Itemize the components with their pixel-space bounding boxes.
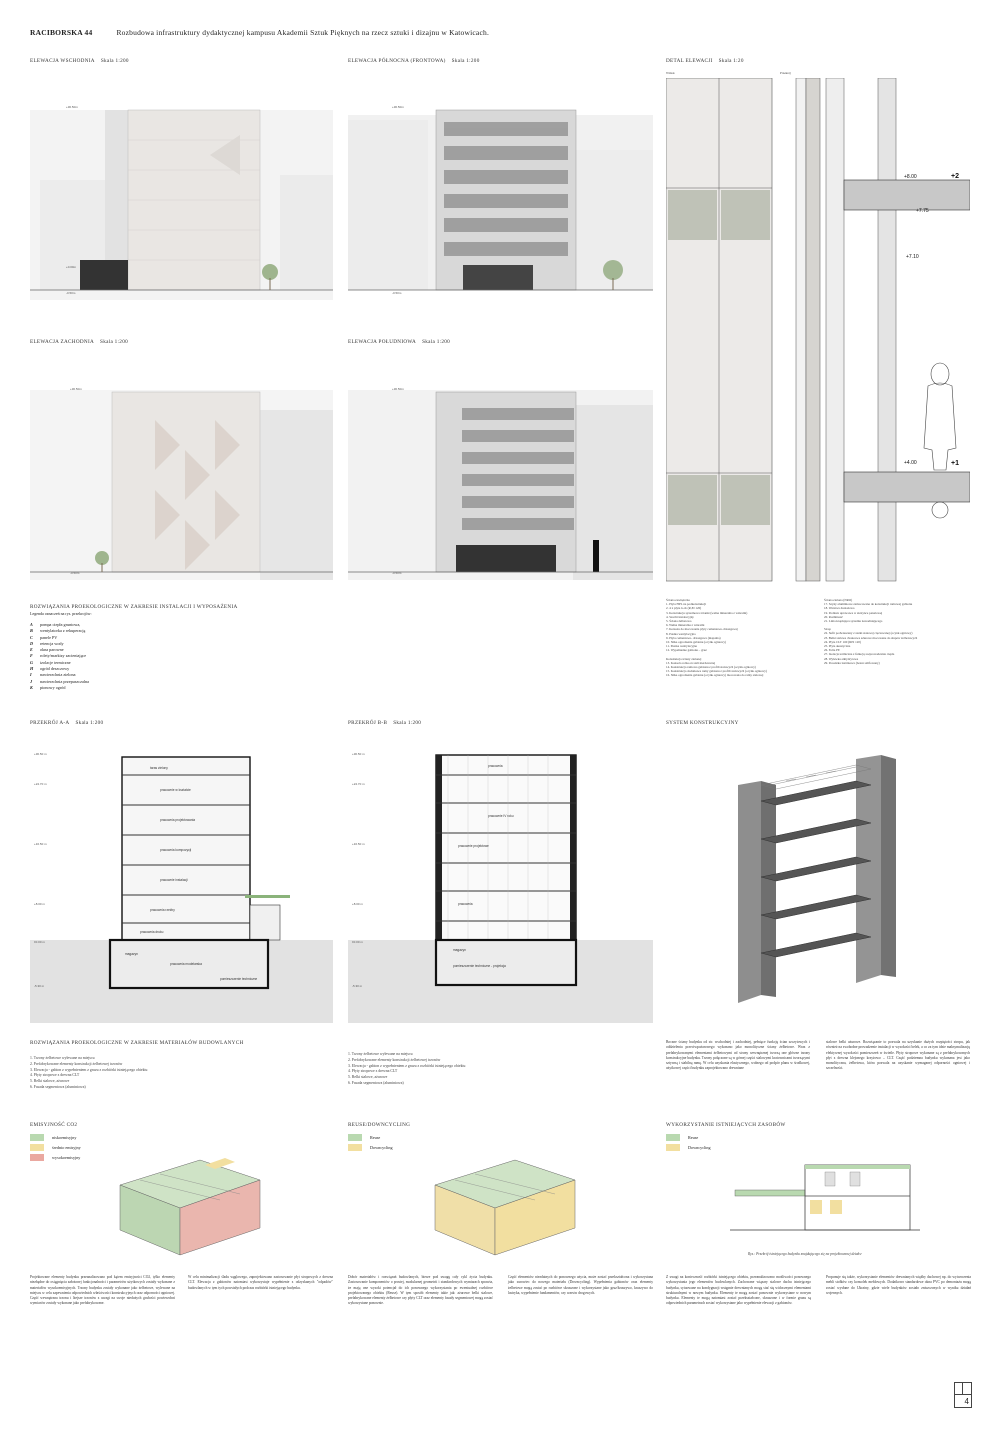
legend-label: Downcycling xyxy=(688,1145,711,1150)
legend-key: G xyxy=(30,659,34,665)
room-label: pracownie instalacji xyxy=(160,878,188,882)
existing-resources-block xyxy=(666,1122,966,1154)
svg-text:+30.50m: +30.50m xyxy=(66,105,78,109)
svg-text:+8.00 m: +8.00 m xyxy=(352,902,363,906)
legend-key: F xyxy=(30,653,33,659)
reuse-title: REUSE/DOWNCYCLING xyxy=(348,1122,411,1128)
north-elevation-label xyxy=(348,58,480,64)
legend-label: Reuse xyxy=(688,1135,699,1140)
note: 14. Konstrukcja ramowa gabionu z profili stalowych (ocynk ogniowy) xyxy=(666,665,756,670)
emission-text-1: Projektowane elementy budynku przeanalizowano pod kątem emisyjności CO2, tylko elementy niezbędne do osiągnięcia założonej funkcjonalności i parametrów użytkowych zostały wykonane z materiałów wysokoemisyjnych. Trzony budynku zostały wykonane jako żelbetowe, wylewane na miejscu w celu zapewnienia odpowiednich właściwości konstrukcyjnych oraz odporności ogniowej. Część wewnętrzna trzonu i lżejsze trzonów z uwagi na swoje niedużych grubości powierzchni wymiarów zostały wykonane jako prefabrykowane. xyxy=(30,1275,175,1306)
section-aa-title: PRZEKRÓJ A-A xyxy=(30,720,70,726)
eco-installation-title: ROZWIĄZANIA PROEKOLOGICZNE W ZAKRESIE INSTALACJI I WYPOSAŻENIA xyxy=(30,604,238,610)
svg-text:+16.50 m: +16.50 m xyxy=(34,842,47,846)
east-elevation-drawing xyxy=(30,80,333,300)
note: 5. Ściana żelbetowa xyxy=(666,619,692,624)
legend-label: wysokoemisyjny xyxy=(52,1155,81,1160)
header-address: RACIBORSKA 44 xyxy=(30,28,93,37)
room-label: taras zielony xyxy=(150,766,168,770)
legend-value: wentylatorka z rekuperacją xyxy=(40,628,86,634)
legend-label: średnio emisyjny xyxy=(52,1145,81,1150)
svg-text:+30.50 m: +30.50 m xyxy=(34,752,47,756)
detail-notes-right xyxy=(824,598,974,665)
svg-text:±0.00 m: ±0.00 m xyxy=(34,940,45,944)
detail-elevation-title: DETAL ELEWACJI xyxy=(666,58,713,64)
legend-value: izolacje termiczne xyxy=(40,659,71,665)
facade-detail-drawing xyxy=(666,78,970,583)
existing-title: WYKORZYSTANIE ISTNIEJĄCYCH ZASOBÓW xyxy=(666,1122,786,1128)
note: 27. Izolacja termiczna z funkcją rozprowadzania ciepła xyxy=(824,652,895,657)
detail-level-mid: +7.75 xyxy=(916,208,929,214)
room-label: pracownia kompozycji xyxy=(160,848,192,852)
detail-section-label: Przekrój xyxy=(780,71,791,75)
room-label: pracownie IV roku xyxy=(488,814,514,818)
svg-text:+24.70 m: +24.70 m xyxy=(34,782,47,786)
room-label: pracownia xyxy=(488,764,503,768)
svg-text:+16.50 m: +16.50 m xyxy=(352,842,365,846)
north-elevation-drawing xyxy=(348,80,653,300)
note: 13. Konsola rolna on stali nierdzewnej xyxy=(666,660,716,665)
note: 8. Pustka wentylacyjna xyxy=(666,631,696,636)
header-title: Rozbudowa infrastruktury dydaktycznej kampusu Akademii Sztuk Pięknych na rzecz sztuki i dizajnu w Katowicach. xyxy=(116,28,490,37)
legend-item xyxy=(666,1144,966,1151)
note: 23. Belki stalowe dwuteowe ażurowe mocowane do słupów żelbetowych xyxy=(824,635,918,640)
note: Konstrukcja ściany zielonej xyxy=(666,656,702,661)
legend-item xyxy=(30,685,330,691)
structural-text-col2: stalowe belki ażurowe. Rozwiązanie to pozwala na uzyskanie dużych rozpiętości stropu, jak również na swobodne prowadzenie instalacji w wysokości belek, a co za tym idzie maksymalizację efektywnej wysokości pomieszczeń w świetle. Płyty stropowe wykonane są z prefabrykowanych płyt z drewna klejonego krzyżowo – CLT. Część podziemna budynku wykonana jest jako monolityczna, żelbetowa, która pozwala na uzyskanie wymaganej odporności ogniowej i szczelności. xyxy=(826,1040,970,1071)
note: 15. Konstrukcja dodatkowe ramy gabionu z profili stalowych (ocynk ogniowy) xyxy=(666,669,767,674)
south-elevation-label xyxy=(348,339,450,345)
note: 26. Folia PE xyxy=(824,648,840,653)
emission-text-2: W celu minimalizacji śladu węglowego, zaprojektowano zastosowanie płyt stropowych z drewna CLT. Elewacja z gabionów natomiast wykorzystuje wypełnienie z odzyskanych "odpadów" budowlanych w tym tych powstałych podczas rozbiórki istniejącego budynku. xyxy=(188,1275,333,1290)
legend-key: D xyxy=(30,640,34,646)
svg-text:+0.00m: +0.00m xyxy=(66,265,77,269)
structural-system-label: SYSTEM KONSTRUKCYJNY xyxy=(666,720,739,726)
eco-installation-legend xyxy=(30,604,330,691)
section-bb-drawing xyxy=(348,745,653,1023)
room-label: pracownia xyxy=(458,902,473,906)
svg-text:+8.00 m: +8.00 m xyxy=(34,902,45,906)
section-aa-label xyxy=(30,720,103,726)
legend-key: K xyxy=(30,684,33,690)
detail-elevation-scale: Skala 1:20 xyxy=(718,58,744,64)
legend-label: niskoemisyjny xyxy=(52,1135,77,1140)
material-item: 6. Fasada segmentowa (aluminiowa) xyxy=(30,1084,86,1089)
note: 12. Wypełnienie gabionu – gruz xyxy=(666,648,707,653)
room-label: pracownie w kształcie xyxy=(160,788,191,792)
note: 7. Konsola do mocowania płyty cementowo-drzazgowej xyxy=(666,627,738,632)
material-item: 2. Prefabrykowane elementy konstrukcji żelbetowej trzonów xyxy=(30,1061,123,1066)
note: 2. 4 x płyta G-K (R,EI 120) xyxy=(666,606,702,611)
detail-view-label: Widok xyxy=(666,71,675,75)
room-label: pracownie projektowe xyxy=(458,844,489,848)
materials-title: ROZWIĄZANIA PROEKOLOGICZNE W ZAKRESIE MATERIAŁÓW BUDOWLANYCH xyxy=(30,1040,244,1046)
page-number: 4 xyxy=(964,1397,969,1406)
legend-key: I xyxy=(30,672,32,678)
structural-axonometric xyxy=(666,745,970,1023)
note: 18. Warstwa drenażowa xyxy=(824,606,855,611)
page-number-box xyxy=(954,1382,972,1408)
west-elevation-label xyxy=(30,339,128,345)
room-label: pracownia modelarska xyxy=(170,962,202,966)
legend-item xyxy=(666,1134,966,1141)
section-bb-scale: Skala 1:200 xyxy=(393,720,422,726)
section-bb-label xyxy=(348,720,421,726)
materials-section xyxy=(30,1040,335,1091)
note: 24. Płyta CLT 160 (REI 120) xyxy=(824,639,862,644)
east-elevation-label xyxy=(30,58,129,64)
svg-text:±0.00 m: ±0.00 m xyxy=(352,940,363,944)
note: 29. Posadzka lastrikowa (beton szlifowany) xyxy=(824,660,880,665)
south-elevation-title: ELEWACJA POŁUDNIOWA xyxy=(348,339,417,345)
east-elevation-scale: Skala 1:200 xyxy=(100,58,129,64)
structural-text-col1: Boczne ściany budynku od str. wschodniej i zachodniej, pełniące funkcję ścian szczytowych i oddzielenia przeciwpożarowego wykonano jako monolityczne ściany żelbetowe. Wraz z prefabrykowanymi elementami żelbetowymi od strony wewnętrznej tworzą one główne trzony konstrukcyjne budynku. Trzony połączone są w górnej części stalowymi kratownicami tworzącymi sztywną i stabilną ramę. W celu uzyskania elastycznego, wolnego od podpór planu w środkowej, użytkowej części budynku zaprojektowano drewniane xyxy=(666,1040,810,1071)
legend-key: J xyxy=(30,678,33,684)
legend-value: pionowy ogród xyxy=(40,684,66,690)
west-elevation-scale: Skala 1:200 xyxy=(100,339,128,345)
material-item: 4. Płyty stropowe z drewna CLT xyxy=(30,1073,80,1078)
material-item: 6. Fasada segmentowa (aluminiowa) xyxy=(348,1080,404,1085)
existing-caption: Rys.: Przekrój istniejącego budynku znajdującego się na projektowanej działce xyxy=(748,1252,862,1256)
room-label: magazyn xyxy=(453,948,466,952)
note: 16. Siłka ogrodzenia gabionu (ocynk ogniowy) mocowana do ramy stalowej xyxy=(666,673,764,678)
emission-title: EMISYJNOŚĆ CO2 xyxy=(30,1122,78,1128)
north-elevation-title: ELEWACJA PÓŁNOCNA (FRONTOWA) xyxy=(348,58,446,64)
detail-badge-top: +2 xyxy=(951,173,959,180)
note: 22. Sufit podwieszany z siatki stalowej cięciowanej (ocynk ogniowy) xyxy=(824,631,913,636)
material-item: 3. Elewacja - gabion z wypełnieniem z gruzu z rozbiórki istniejącego obiektu xyxy=(30,1067,148,1072)
room-label: pracownia druku xyxy=(140,930,164,934)
note: 6. Wełna mineralna z wiórami xyxy=(666,623,705,628)
svg-text:-5.30 m: -5.30 m xyxy=(352,984,363,988)
legend-value: nawierzchnia zielona xyxy=(40,672,76,678)
note: 17. Szyny aluminiowe zamocowane do konstrukcji ramowej gabionu xyxy=(824,602,913,607)
material-item: 3. Elewacja - gabion z wypełnieniem z gruzu z rozbiórki istniejącego obiektu xyxy=(348,1063,466,1068)
eco-installation-subtitle: Legenda oznaczeń na rys. przekrojów: xyxy=(30,611,92,616)
note: Strop xyxy=(824,627,831,632)
note: 19. Podłoże uprawowe w skrzynce panelowej xyxy=(824,610,883,615)
legend-value: nawierzchnia przepuszczalna xyxy=(40,678,89,684)
material-item: 5. Belki stalowe, ażurowe xyxy=(348,1075,388,1080)
room-label: pomieszczenie techniczne xyxy=(220,977,258,981)
detail-elevation-label xyxy=(666,58,744,64)
material-item: 2. Prefabrykowane elementy konstrukcji żelbetowej trzonów xyxy=(348,1057,441,1062)
legend-value: okna parowne xyxy=(40,647,64,653)
room-label: pracownia rzeźby xyxy=(150,908,175,912)
legend-swatch xyxy=(666,1134,680,1141)
svg-text:+30.50m: +30.50m xyxy=(70,387,82,391)
reuse-axonometric xyxy=(425,1140,585,1260)
legend-swatch xyxy=(666,1144,680,1151)
note: 1. Płyta HPL na podkonstrukcji xyxy=(666,602,707,607)
legend-key: H xyxy=(30,666,34,672)
room-label: pracownia projektowania xyxy=(160,818,196,822)
note: 9. Płyta cementowo- drzazgowa (mapalna) xyxy=(666,635,721,640)
section-bb-title: PRZEKRÓJ B-B xyxy=(348,720,388,726)
legend-label: Reuse xyxy=(370,1135,381,1140)
north-elevation-scale: Skala 1:200 xyxy=(451,58,480,64)
svg-text:-0.50m: -0.50m xyxy=(66,291,76,295)
svg-text:+24.70 m: +24.70 m xyxy=(352,782,365,786)
svg-text:+30.50m: +30.50m xyxy=(392,387,404,391)
material-item: 1. Trzony żelbetowe wylewane na miejscu xyxy=(30,1056,95,1060)
detail-level-low: +7.10 xyxy=(906,254,919,260)
south-elevation-drawing xyxy=(348,360,653,582)
note: 10. Siłka ogrodzenia gabionu (ocynk ogniowy) xyxy=(666,640,727,645)
legend-value: retencja wody xyxy=(40,640,64,646)
legend-value: ogród deszczowy xyxy=(40,666,70,672)
note: 20. Roślinność xyxy=(824,614,843,619)
note: Ściana zewnętrzna xyxy=(666,598,690,602)
legend-value: panele PV xyxy=(40,634,58,640)
legend-label: Downcycling xyxy=(370,1145,393,1150)
south-elevation-scale: Skala 1:200 xyxy=(422,339,451,345)
legend-value: rolety/markizy zacieniające xyxy=(40,653,87,659)
room-label: pomieszczenie techniczne - projekcja xyxy=(453,964,506,968)
legend-swatch xyxy=(30,1144,44,1151)
legend-swatch xyxy=(348,1144,362,1151)
svg-text:+30.50 m: +30.50 m xyxy=(352,752,365,756)
material-item: 5. Belki stalowe, ażurowe xyxy=(30,1079,70,1084)
note: 11. Pustka wentylacyjna xyxy=(666,644,697,649)
material-item: 1. Trzony żelbetowe wylewane na miejscu xyxy=(348,1052,413,1056)
note: 21. Linia kropłująca systemu nawadniającego xyxy=(824,619,883,624)
svg-text:+30.50m: +30.50m xyxy=(392,105,404,109)
material-item: 4. Płyty stropowe z drewna CLT xyxy=(348,1069,398,1074)
legend-swatch xyxy=(348,1134,362,1141)
emission-axonometric xyxy=(110,1140,270,1260)
section-aa-scale: Skala 1:200 xyxy=(75,720,104,726)
detail-badge-bottom: +1 xyxy=(951,460,959,467)
note: 28. Wylewka anhydrytowa xyxy=(824,656,859,661)
legend-swatch xyxy=(30,1154,44,1161)
note: 25. Płyta akustyczna xyxy=(824,644,851,649)
materials-list-b xyxy=(348,1052,648,1087)
legend-key: C xyxy=(30,634,33,640)
detail-notes-left xyxy=(666,598,816,678)
section-aa-drawing xyxy=(30,745,333,1023)
west-elevation-drawing xyxy=(30,360,333,582)
svg-text:-0.50m: -0.50m xyxy=(392,571,402,575)
reuse-text-1: Dobór materiałów i rozwiązań budowlanych, bierze pod uwagę cały cykl życia budynku. Zastosowanie komponentów o prostej, modularnej geometrii i standardowych wymiarach sprawia, że mają one wysoki potencjał do ich ponownego wykorzystania po ewentualnej rozbiórce projektowanego obiektu (Reuse). W tym sposób elementy takie jak: ażurowe belki stalowe, prefabrykowane elementy żelbetowe czy płyty CLT oraz elementy fasady segmentowej mogą zostać wykorzystane ponownie. xyxy=(348,1275,493,1306)
note: Ściana zielona (NRO) xyxy=(824,598,853,602)
legend-key: E xyxy=(30,647,33,653)
legend-swatch xyxy=(30,1134,44,1141)
west-elevation-title: ELEWACJA ZACHODNIA xyxy=(30,339,95,345)
reuse-text-2: Część elementów niezdatnych do ponownego użycia, może zostać przekształcona i wykorzystana jako surowiec do nowego materiału (Downcycling). Wypełnienia gabionów oraz elementy żelbetowe mogą zostać po rozbiórce skruszone i wykorzystane jako gruz/kruszywo, kruszywo do lastryka, wypełnienie fundamentów, czy warstw drogowych. xyxy=(508,1275,653,1295)
svg-text:-0.50m: -0.50m xyxy=(392,291,402,295)
svg-text:-5.30 m: -5.30 m xyxy=(34,984,45,988)
svg-text:-0.50m: -0.50m xyxy=(70,571,80,575)
detail-level-bottom: +4.00 xyxy=(904,460,917,466)
legend-value: pompa ciepła gruntowa, xyxy=(40,622,81,627)
page-header xyxy=(30,28,489,37)
legend-key: A xyxy=(30,622,33,627)
note: 4. Szachi instalacyjny xyxy=(666,614,694,619)
room-label: magazyn xyxy=(125,952,138,956)
existing-text-2: Proponuje się także, wykorzystanie elementów drewnianych więźby dachowej np. do wytworzenia mebli stołków czy konsolek meblowych. Dodatkowo standardowe okna PVC po demontażu mogą zostać wysłane do Ukrainy, gdzie wiele budynków zostało zniszczonych w wyniku działań wojennych. xyxy=(826,1275,971,1295)
legend-key: B xyxy=(30,628,33,634)
east-elevation-title: ELEWACJA WSCHODNIA xyxy=(30,58,95,64)
existing-building-section xyxy=(730,1160,920,1245)
detail-level-top: +8.00 xyxy=(904,174,917,180)
person-silhouette-icon xyxy=(924,363,956,470)
existing-text-1: Z uwagi na konieczność rozbiórki istniejącego obiektu, przeanalizowano możliwości ponownego wykorzystania jego elementów budowlanych. Zachowane wiązary stalowe dachu istniejącego budynku, sytuowane na kondygnacji wstępnie drewnianych mogą stać się widocznymi elementami strukturalnymi w nowym budynku. Elementy te mogą zostać ponownie wykorzystane w nowym budynku. Elementy te mogą natomiast zostać przekształcone, skruszone i w formie gruzu są odpowiednich parametrach zostać wykorzystane jako wypełnienie elewacji z gabionów. xyxy=(666,1275,811,1306)
note: 3. Konstrukcja systemowa ścianki (wełna mineralna z wiórami) xyxy=(666,610,748,615)
